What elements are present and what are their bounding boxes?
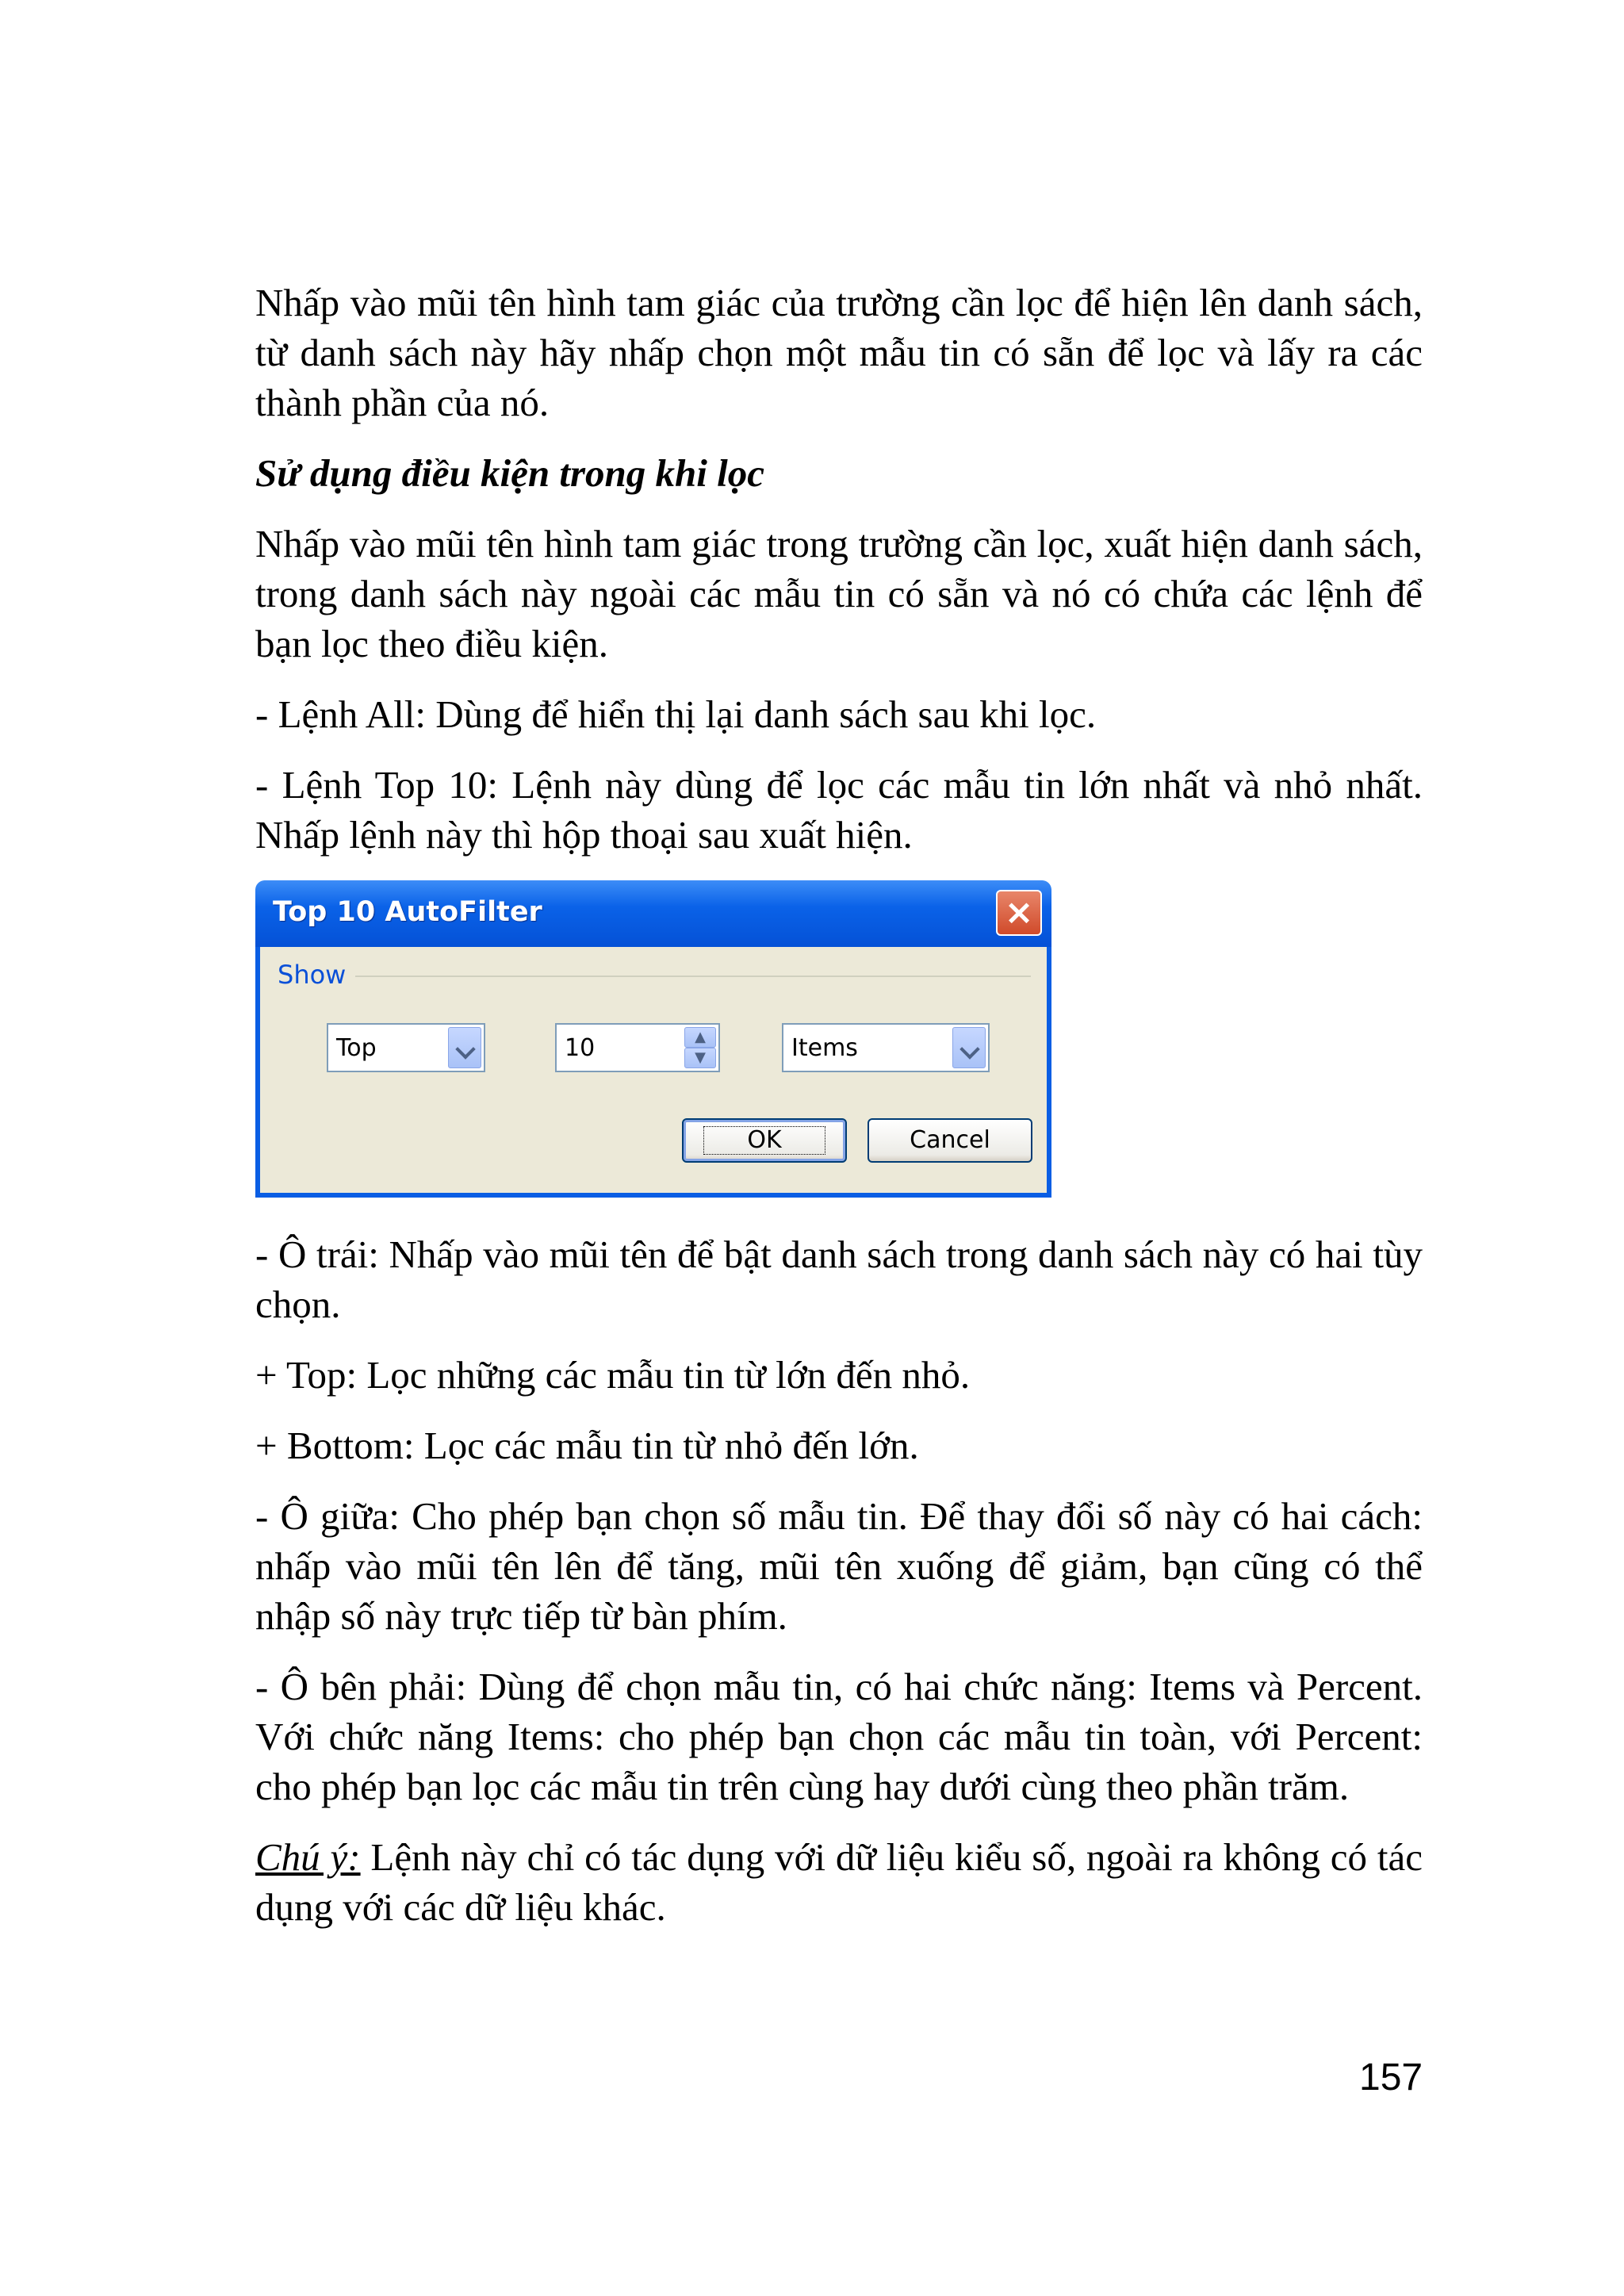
section-heading: Sử dụng điều kiện trong khi lọc (255, 451, 765, 495)
note-text: Lệnh này chỉ có tác dụng với dữ liệu kiểu số, ngoài ra không có tác dụng với các dữ liệu khác. (255, 1835, 1423, 1929)
spin-up-icon[interactable]: ▲ (684, 1027, 716, 1048)
top-bottom-value: Top (336, 1034, 377, 1062)
show-group-label: Show (278, 960, 347, 990)
chevron-down-icon[interactable] (952, 1027, 986, 1068)
items-percent-value: Items (791, 1034, 858, 1062)
paragraph-3: - Lệnh All: Dùng để hiển thị lại danh sách sau khi lọc. (255, 692, 1097, 736)
top10-autofilter-dialog (255, 880, 1051, 1198)
paragraph-8: - Ô giữa: Cho phép bạn chọn số mẫu tin. Để thay đổi số này có hai cách: nhấp vào mũi tên lên để tăng, mũi tên xuống để giảm, bạn cũng có thể nhập số này trực tiếp từ bàn phím. (255, 1494, 1423, 1638)
count-spinner[interactable] (555, 1023, 720, 1072)
dialog-titlebar[interactable] (255, 880, 1051, 947)
spinner-buttons (684, 1027, 716, 1068)
count-value: 10 (565, 1034, 596, 1062)
close-icon[interactable]: × (996, 890, 1042, 936)
dialog-title: Top 10 AutoFilter (273, 896, 542, 928)
chevron-down-icon[interactable] (448, 1027, 481, 1068)
paragraph-9: - Ô bên phải: Dùng để chọn mẫu tin, có hai chức năng: Items và Percent. Với chức năng Items: cho phép bạn chọn các mẫu tin toàn, với Percent: cho phép bạn lọc các mẫu tin trên cùng hay dưới cùng theo phần trăm. (255, 1665, 1423, 1808)
paragraph-4: - Lệnh Top 10: Lệnh này dùng để lọc các mẫu tin lớn nhất và nhỏ nhất. Nhấp lệnh này thì hộp thoại sau xuất hiện. (255, 763, 1423, 857)
ok-button[interactable]: OK (682, 1118, 847, 1163)
items-percent-dropdown[interactable] (782, 1023, 990, 1072)
paragraph-5: - Ô trái: Nhấp vào mũi tên để bật danh sách trong danh sách này có hai tùy chọn. (255, 1232, 1423, 1326)
cancel-button[interactable]: Cancel (868, 1118, 1032, 1163)
top-bottom-dropdown[interactable] (327, 1023, 485, 1072)
paragraph-7: + Bottom: Lọc các mẫu tin từ nhỏ đến lớn. (255, 1424, 919, 1467)
paragraph-6: + Top: Lọc những các mẫu tin từ lớn đến nhỏ. (255, 1353, 971, 1397)
note-label: Chú ý: (255, 1835, 361, 1879)
paragraph-2: Nhấp vào mũi tên hình tam giác trong trường cần lọc, xuất hiện danh sách, trong danh sách này ngoài các mẫu tin có sẵn và nó có chứa các lệnh để bạn lọc theo điều kiện. (255, 522, 1423, 665)
group-divider (355, 976, 1031, 977)
page-number: 157 (1359, 2056, 1423, 2099)
spin-down-icon[interactable]: ▼ (684, 1048, 716, 1068)
document-page (255, 278, 1423, 1953)
paragraph-1: Nhấp vào mũi tên hình tam giác của trường cần lọc để hiện lên danh sách, từ danh sách này hãy nhấp chọn một mẫu tin có sẵn để lọc và lấy ra các thành phần của nó. (255, 281, 1423, 424)
dialog-client-area (260, 947, 1047, 1193)
note-paragraph (255, 1832, 1423, 1932)
